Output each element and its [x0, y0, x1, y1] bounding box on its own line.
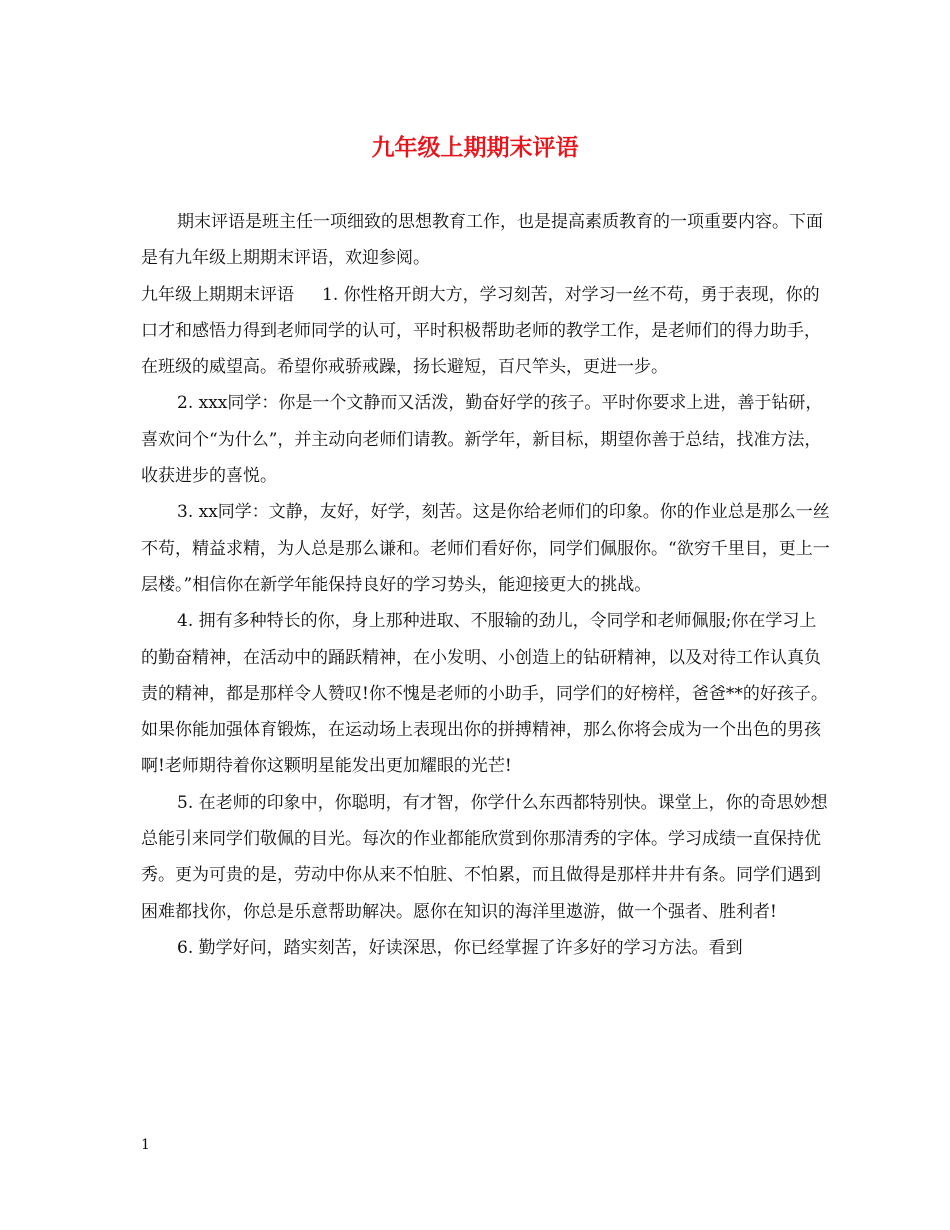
- section-heading: 九年级上期期末评语: [141, 284, 294, 305]
- comment-paragraph-2: 2. xxx同学：你是一个文静而又活泼，勤奋好学的孩子。平时你要求上进，善于钻研，喜欢问个“为什么”，并主动向老师们请教。新学年，新目标，期望你善于总结，找准方法，收获进步的喜悦。: [141, 393, 823, 487]
- comment-paragraph-5: 5. 在老师的印象中，你聪明，有才智，你学什么东西都特别快。课堂上，你的奇思妙想总能引来同学们敬佩的目光。每次的作业都能欣赏到你那清秀的字体。学习成绩一直保持优秀。更为可贵的是，劳动中你从来不怕脏、不怕累，而且做得是那样井井有条。同学们遇到困难都找你，你总是乐意帮助解决。愿你在知识的海洋里遨游，做一个强者、胜利者!: [141, 792, 828, 922]
- comment-1-text: 1. 你性格开朗大方，学习刻苦，对学习一丝不苟，勇于表现，你的口才和感悟力得到老师同学的认可，平时积极帮助老师的教学工作，是老师们的得力助手，在班级的威望高。希望你戒骄戒躁，扬长避短，百尺竿头，更进一步。: [141, 284, 821, 378]
- comment-paragraph-3: 3. xx同学：文静，友好，好学，刻苦。这是你给老师们的印象。你的作业总是那么一丝不苟，精益求精，为人总是那么谦和。老师们看好你，同学们佩服你。“欲穷千里目，更上一层楼。”相信你在新学年能保持良好的学习势头，能迎接更大的挑战。: [141, 502, 830, 595]
- comment-paragraph-6: 6. 勤学好问，踏实刻苦，好读深思，你已经掌握了许多好的学习方法。看到: [177, 937, 743, 958]
- document-title: 九年级上期期末评语: [371, 134, 579, 161]
- comment-paragraph-1: [141, 277, 831, 386]
- comment-paragraph-4: 4. 拥有多种特长的你，身上那种进取、不服输的劲儿，令同学和老师佩服;你在学习上的勤奋精神，在活动中的踊跃精神，在小发明、小创造上的钻研精神，以及对待工作认真负责的精神，都是那样令人赞叹!你不愧是老师的小助手，同学们的好榜样，爸爸**的好孩子。如果你能加强体育锻炼，在运动场上表现出你的拼搏精神，那么你将会成为一个出色的男孩啊!老师期待着你这颗明星能发出更加耀眼的光芒!: [141, 611, 828, 777]
- intro-paragraph: 期末评语是班主任一项细致的思想教育工作，也是提高素质教育的一项重要内容。下面是有九年级上期期末评语，欢迎参阅。: [141, 212, 823, 269]
- page-number: 1: [141, 1137, 150, 1153]
- document-body: [141, 204, 831, 966]
